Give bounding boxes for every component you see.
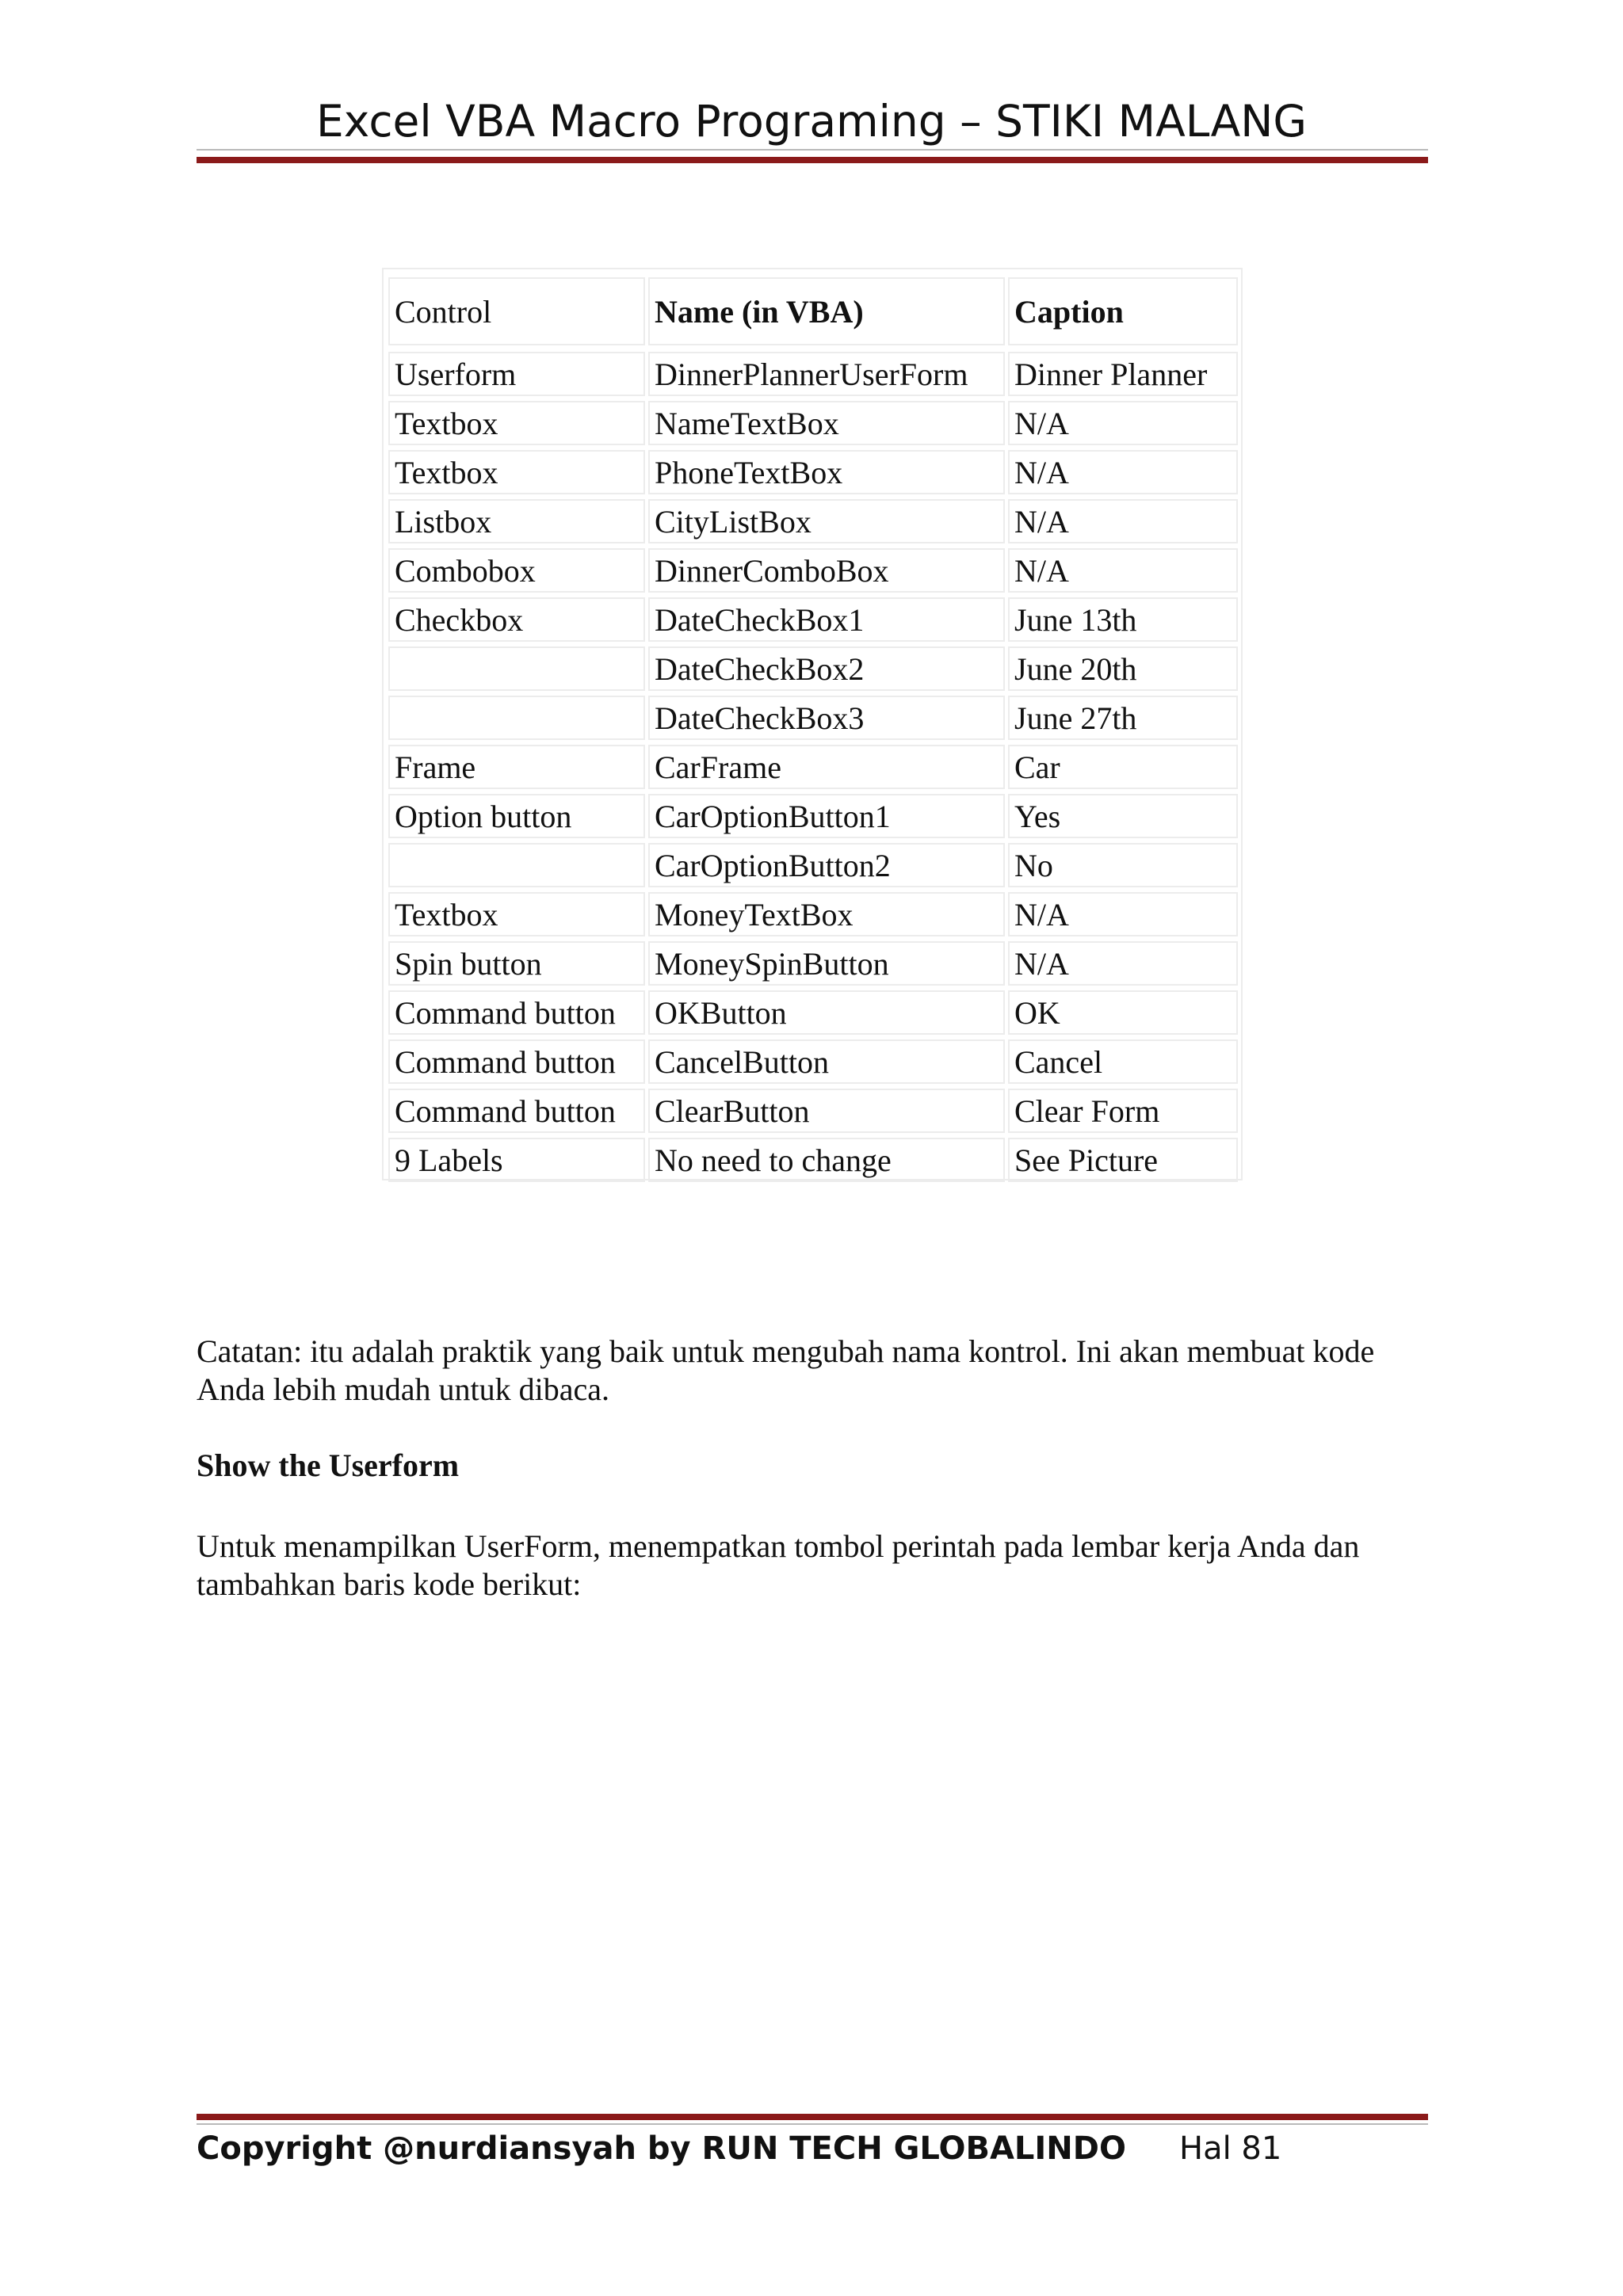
table-cell: CarFrame <box>648 745 1005 789</box>
table-header-cell: Name (in VBA) <box>648 277 1005 345</box>
table-cell: N/A <box>1008 450 1238 494</box>
table-cell: 9 Labels <box>388 1138 645 1182</box>
table-cell: No <box>1008 843 1238 887</box>
table-cell: CarOptionButton2 <box>648 843 1005 887</box>
table-cell: Yes <box>1008 794 1238 838</box>
table-cell: June 13th <box>1008 597 1238 642</box>
table-cell: Textbox <box>388 892 645 936</box>
table-cell: Userform <box>388 352 645 396</box>
table-cell: Car <box>1008 745 1238 789</box>
table-cell: Command button <box>388 990 645 1035</box>
table-cell: See Picture <box>1008 1138 1238 1182</box>
table-cell: DateCheckBox1 <box>648 597 1005 642</box>
table-cell: DateCheckBox3 <box>648 696 1005 740</box>
table-cell: PhoneTextBox <box>648 450 1005 494</box>
instruction-paragraph: Untuk menampilkan UserForm, menempatkan tombol perintah pada lembar kerja Anda dan tambahkan baris kode berikut: <box>197 1528 1360 1602</box>
table-cell: ClearButton <box>648 1089 1005 1133</box>
table-cell: MoneyTextBox <box>648 892 1005 936</box>
table-header-cell: Control <box>388 277 645 345</box>
footer-rule-thin <box>197 2123 1428 2125</box>
table-cell: OKButton <box>648 990 1005 1035</box>
table-cell: OK <box>1008 990 1238 1035</box>
header-rule-thin <box>197 149 1428 151</box>
note-paragraph: Catatan: itu adalah praktik yang baik untuk mengubah nama kontrol. Ini akan membuat kode Anda lebih mudah untuk dibaca. <box>197 1333 1375 1407</box>
table-cell: CityListBox <box>648 499 1005 543</box>
table-cell: N/A <box>1008 941 1238 986</box>
table-header-cell: Caption <box>1008 277 1238 345</box>
table-cell: Option button <box>388 794 645 838</box>
table-cell: CarOptionButton1 <box>648 794 1005 838</box>
table-cell: Listbox <box>388 499 645 543</box>
table-cell: June 20th <box>1008 646 1238 691</box>
table-cell: Cancel <box>1008 1039 1238 1084</box>
table-cell: Command button <box>388 1039 645 1084</box>
header-title: Excel VBA Macro Programing – STIKI MALANG <box>315 96 1307 147</box>
header-rule-thick <box>197 157 1428 163</box>
table-cell: Combobox <box>388 548 645 593</box>
section-heading: Show the Userform <box>197 1447 460 1483</box>
table-cell: June 27th <box>1008 696 1238 740</box>
table-cell: N/A <box>1008 499 1238 543</box>
footer-copyright: Copyright @nurdiansyah by RUN TECH GLOBALINDO <box>197 2130 1126 2167</box>
table-cell: MoneySpinButton <box>648 941 1005 986</box>
page-number: Hal 81 <box>1179 2130 1282 2167</box>
table-cell: Dinner Planner <box>1008 352 1238 396</box>
table-cell: Checkbox <box>388 597 645 642</box>
table-cell: Textbox <box>388 401 645 445</box>
table-cell: Command button <box>388 1089 645 1133</box>
table-cell: NameTextBox <box>648 401 1005 445</box>
table-cell: Spin button <box>388 941 645 986</box>
table-cell: No need to change <box>648 1138 1005 1182</box>
table-cell: Clear Form <box>1008 1089 1238 1133</box>
table-cell: N/A <box>1008 892 1238 936</box>
table-cell: CancelButton <box>648 1039 1005 1084</box>
table-cell: DateCheckBox2 <box>648 646 1005 691</box>
table-cell <box>388 843 645 887</box>
table-cell: DinnerComboBox <box>648 548 1005 593</box>
table-cell <box>388 646 645 691</box>
table-cell: N/A <box>1008 548 1238 593</box>
table-cell: N/A <box>1008 401 1238 445</box>
footer-rule-thick <box>197 2114 1428 2120</box>
table-cell: Textbox <box>388 450 645 494</box>
controls-table <box>382 268 1243 1180</box>
table-cell <box>388 696 645 740</box>
table-cell: DinnerPlannerUserForm <box>648 352 1005 396</box>
table-cell: Frame <box>388 745 645 789</box>
